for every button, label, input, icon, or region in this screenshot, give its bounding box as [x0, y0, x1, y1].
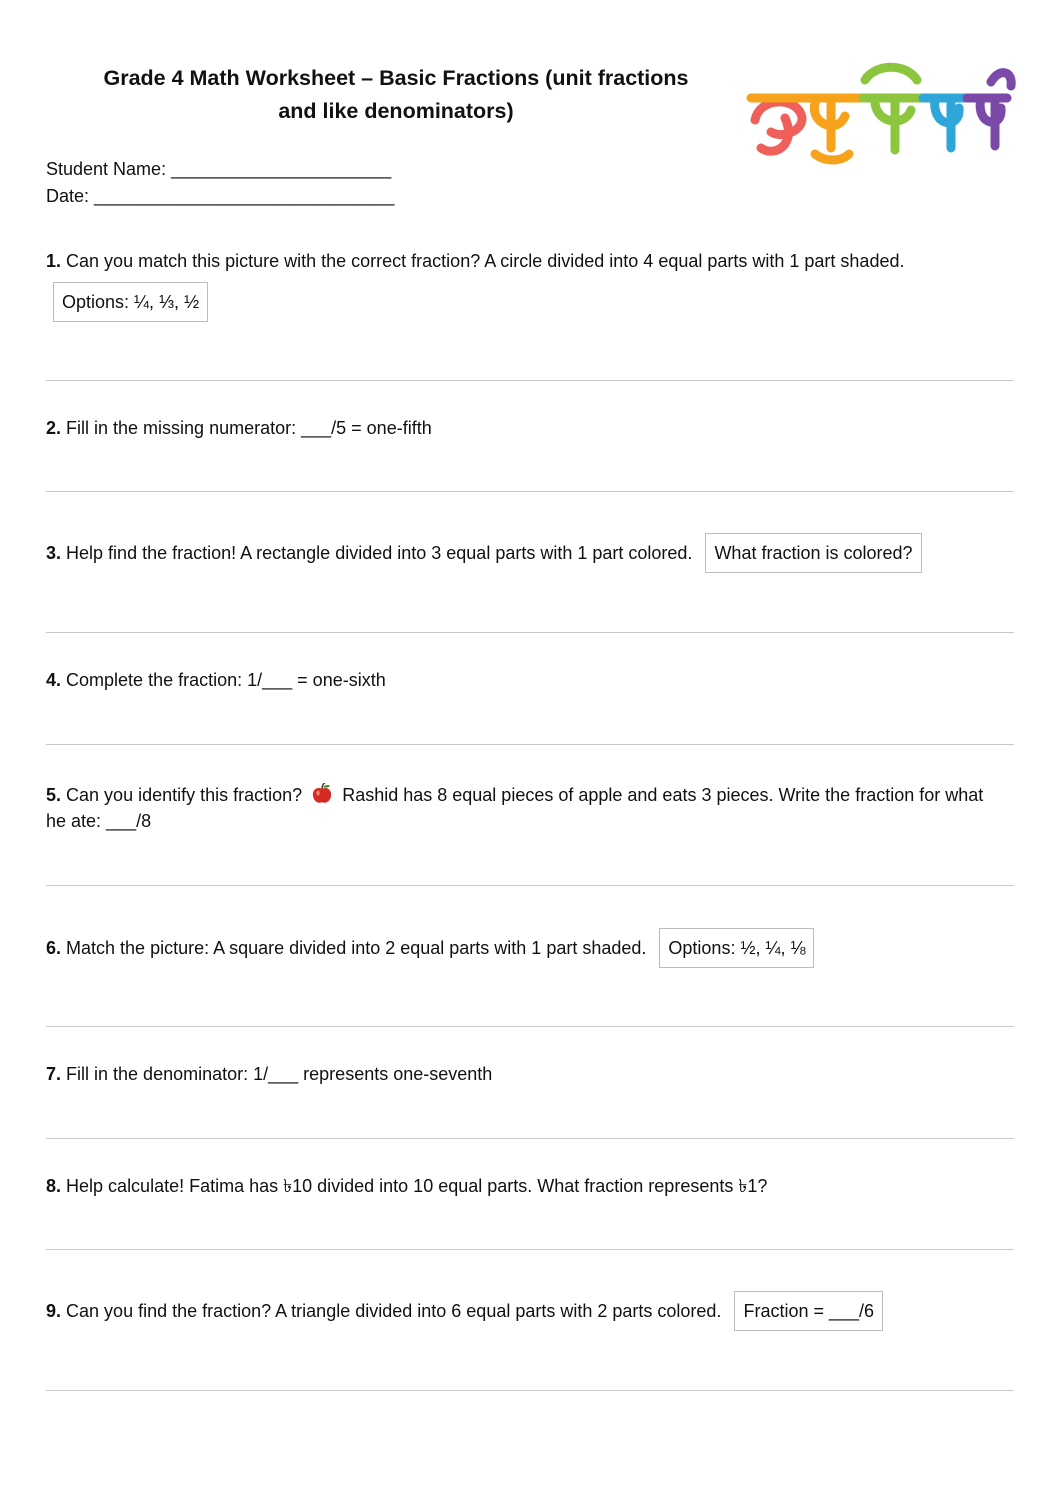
question-text: Can you match this picture with the correct fraction? A circle divided into 4 equal parts with 1 part shaded. [66, 251, 905, 271]
question-9 [46, 1291, 1026, 1331]
question-8 [46, 1173, 986, 1199]
apple-icon [311, 783, 333, 805]
question-number: 4. [46, 670, 62, 690]
question-number: 3. [46, 543, 62, 563]
question-number: 1. [46, 251, 62, 271]
divider [46, 491, 1014, 492]
divider [46, 744, 1014, 745]
question-number: 5. [46, 785, 62, 805]
question-number: 7. [46, 1064, 62, 1084]
question-text: Help find the fraction! A rectangle divided into 3 equal parts with 1 part colored. [66, 543, 693, 563]
question-text: Match the picture: A square divided into 2 equal parts with 1 part shaded. [66, 938, 647, 958]
question-7 [46, 1061, 986, 1087]
options-box: Options: ¼, ⅓, ½ [53, 282, 208, 322]
question-text: Complete the fraction: 1/___ = one-sixth [66, 670, 386, 690]
logo-stroke-3 [863, 67, 923, 150]
question-text-intro: Can you identify this fraction? [66, 785, 303, 805]
question-1 [46, 248, 986, 274]
logo-stroke-5 [967, 73, 1011, 146]
hint-box: What fraction is colored? [705, 533, 921, 573]
divider [46, 1138, 1014, 1139]
date-field[interactable]: Date: ______________________________ [46, 186, 395, 206]
anushiloni-logo [745, 58, 1020, 176]
question-number: 6. [46, 938, 62, 958]
question-3 [46, 533, 1026, 573]
question-5 [46, 782, 986, 834]
question-number: 8. [46, 1176, 62, 1196]
question-text: Can you find the fraction? A triangle divided into 6 equal parts with 2 parts colored. [66, 1301, 722, 1321]
question-text: Rashid has 8 equal pieces of apple and eats 3 pieces. Write the fraction for what he ate: ___/8 [46, 785, 984, 831]
divider [46, 632, 1014, 633]
answer-box[interactable]: Fraction = ___/6 [734, 1291, 883, 1331]
logo-stroke-1 [755, 102, 802, 151]
options-box: Options: ½, ¼, ⅛ [659, 928, 814, 968]
title-line-1: Grade 4 Math Worksheet – Basic Fractions (unit fractions [103, 66, 689, 90]
question-2 [46, 415, 986, 441]
divider [46, 885, 1014, 886]
logo-text: অনুশীলনী [880, 174, 884, 175]
divider [46, 1390, 1014, 1391]
question-6 [46, 928, 1026, 968]
divider [46, 1249, 1014, 1250]
title-line-2: and like denominators) [278, 99, 514, 123]
question-text: Fill in the denominator: 1/___ represents one-seventh [66, 1064, 493, 1084]
divider [46, 1026, 1014, 1027]
question-4 [46, 667, 986, 693]
question-number: 9. [46, 1301, 62, 1321]
student-info [46, 156, 394, 210]
student-name-field[interactable]: Student Name: ______________________ [46, 159, 392, 179]
question-text: Fill in the missing numerator: ___/5 = one-fifth [66, 418, 432, 438]
question-text: Help calculate! Fatima has ৳10 divided into 10 equal parts. What fraction represents ৳1? [66, 1176, 768, 1196]
question-number: 2. [46, 418, 62, 438]
logo-stroke-4 [923, 98, 967, 148]
divider [46, 380, 1014, 381]
worksheet-title [46, 62, 746, 128]
